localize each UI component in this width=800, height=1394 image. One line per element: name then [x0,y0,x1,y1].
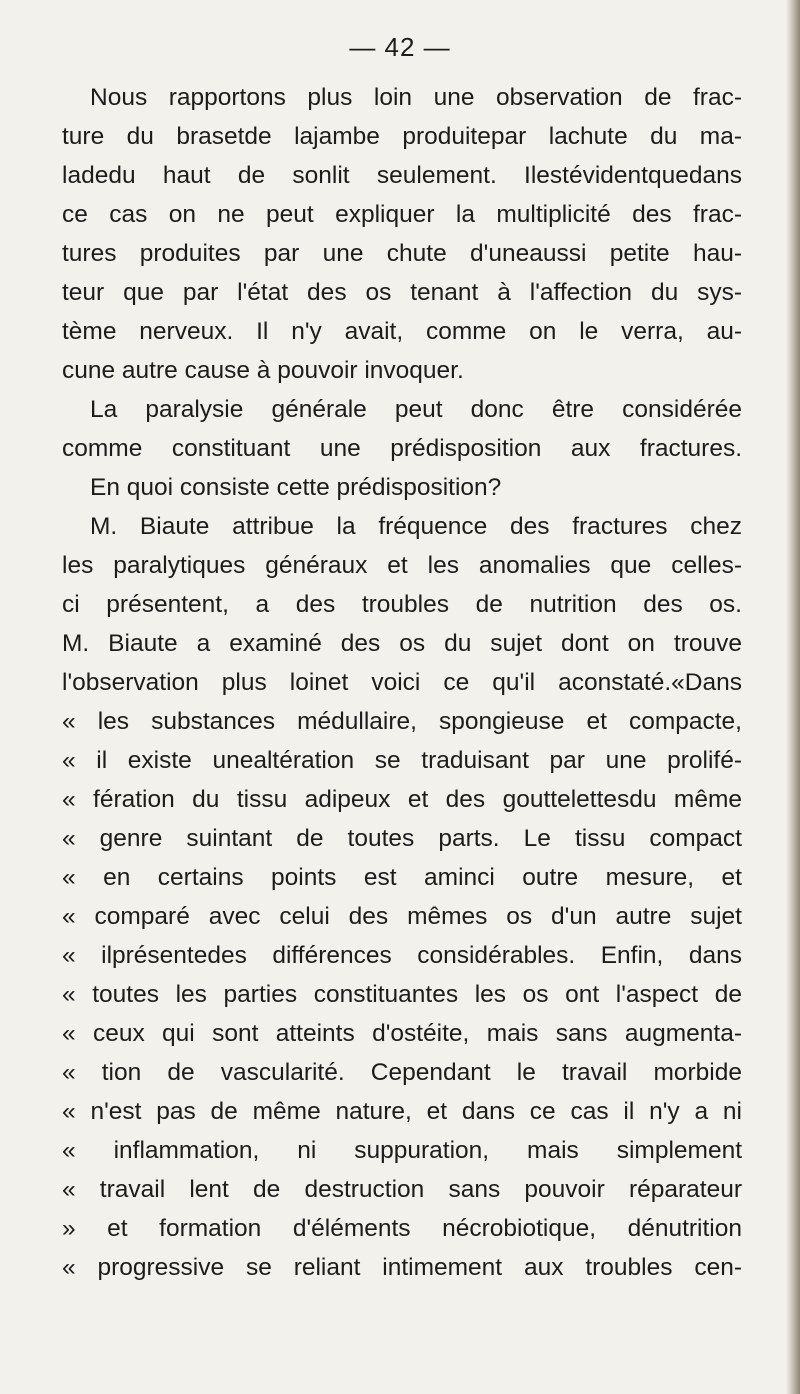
text-line: ci présentent, a des troubles de nutrition des os. [62,591,742,618]
text-line: teur que par l'état des os tenant à l'affection du sys- [62,279,742,306]
text-line: ture du brasetde lajambe produitepar lachute du ma- [62,123,742,150]
text-line: M. Biaute a examiné des os du sujet dont on trouve [62,630,742,657]
text-line: comme constituant une prédisposition aux fractures. [62,435,742,462]
text-line: « il existe unealtération se traduisant par une prolifé- [62,747,742,774]
text-line: « toutes les parties constituantes les os ont l'aspect de [62,981,742,1008]
text-line: les paralytiques généraux et les anomalies que celles- [62,552,742,579]
text-line: « en certains points est aminci outre mesure, et [62,864,742,891]
text-line: « fération du tissu adipeux et des gouttelettesdu même [62,786,742,813]
text-line: « progressive se reliant intimement aux troubles cen- [62,1254,742,1281]
text-line: ce cas on ne peut expliquer la multiplicité des frac- [62,201,742,228]
text-line: Nous rapportons plus loin une observation de frac- [90,84,742,111]
text-line: M. Biaute attribue la fréquence des fractures chez [90,513,742,540]
text-line: « travail lent de destruction sans pouvoir réparateur [62,1176,742,1203]
page-number: — 42 — [349,32,451,62]
text-line: tures produites par une chute d'uneaussi petite hau- [62,240,742,267]
text-line: « genre suintant de toutes parts. Le tissu compact [62,825,742,852]
text-line: tème nerveux. Il n'y avait, comme on le verra, au- [62,318,742,345]
text-line: l'observation plus loinet voici ce qu'il aconstaté.«Dans [62,669,742,696]
body-text [62,78,742,1287]
text-line: « n'est pas de même nature, et dans ce cas il n'y a ni [62,1098,742,1125]
text-line: cune autre cause à pouvoir invoquer. [62,357,464,384]
text-line: En quoi consiste cette prédisposition? [90,474,502,501]
text-line: « inflammation, ni suppuration, mais simplement [62,1137,742,1164]
text-line: « comparé avec celui des mêmes os d'un autre sujet [62,903,742,930]
text-line: » et formation d'éléments nécrobiotique, dénutrition [62,1215,742,1242]
text-line: ladedu haut de sonlit seulement. Ilestévidentquedans [62,162,742,189]
text-line: La paralysie générale peut donc être considérée [90,396,742,423]
text-line: « les substances médullaire, spongieuse et compacte, [62,708,742,735]
text-line: « tion de vascularité. Cependant le travail morbide [62,1059,742,1086]
page-edge-shadow [786,0,800,1394]
text-line: « ilprésentedes différences considérables. Enfin, dans [62,942,742,969]
text-line: « ceux qui sont atteints d'ostéite, mais sans augmenta- [62,1020,742,1047]
